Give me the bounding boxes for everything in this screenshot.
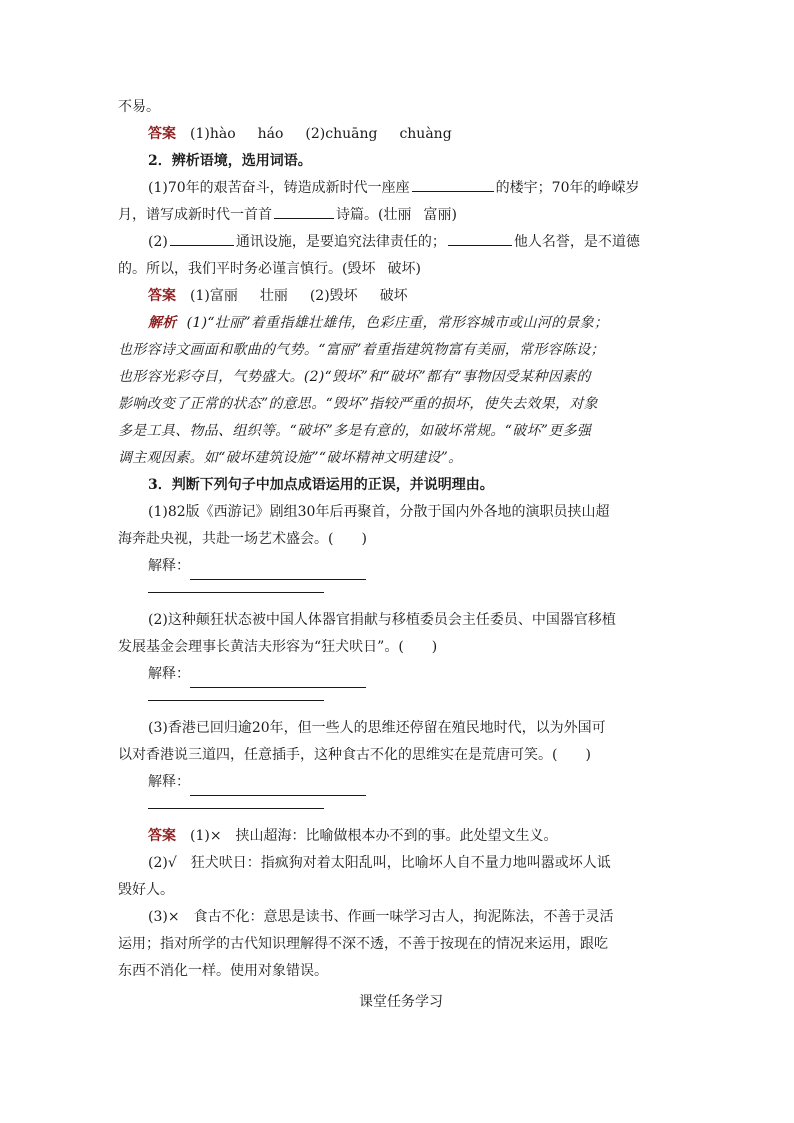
analysis-text: (1)“壮丽”着重指雄壮雄伟，色彩庄重，常形容城市或山河的景象；	[186, 315, 609, 331]
q2-sentence-1-cont	[118, 202, 684, 229]
text: 的楼宇；70年的峥嵘岁	[495, 180, 640, 196]
q2-answer	[118, 283, 684, 310]
q2-sentence-2	[118, 229, 684, 256]
explain-label: 解释：	[148, 666, 190, 682]
q3-answer-1	[118, 823, 684, 850]
q3-answer-3: (3)× 食古不化：意思是读书、作画一味学习古人，拘泥陈法，不善于灵活	[148, 909, 614, 925]
answer-part: (2)chuāng	[305, 126, 378, 142]
q3-item-3-cont: 以对香港说三道四，任意插手，这种食古不化的思维实在是荒唐可笑。( )	[118, 747, 591, 763]
q3-item-2-cont: 发展基金会理事长黄洁夫形容为“狂犬吠日”。( )	[118, 639, 438, 655]
q3-answer-2-cont: 毁好人。	[118, 882, 174, 898]
answer-part: 破坏	[379, 288, 408, 304]
explain-label: 解释：	[148, 558, 190, 574]
q2-sentence-2-cont	[118, 256, 684, 283]
text: 的。所以，我们平时务必谨言慎行。(毁坏	[118, 261, 376, 277]
analysis-line: 多是工具、物品、组织等。“破坏”多是有意的，如破坏常规。“破坏”更多强	[118, 423, 592, 439]
analysis-line: 影响改变了正常的状态”的意思。“毁坏”指较严重的损坏，使失去效果，对象	[118, 396, 598, 412]
analysis-label: 解析	[148, 315, 177, 331]
explain-input-line[interactable]	[148, 580, 324, 593]
answer-part: (2)毁坏	[309, 288, 358, 304]
text: 月，谱写成新时代一首首	[118, 207, 272, 223]
answer-part: (1)hào	[190, 126, 236, 142]
explain-input[interactable]	[190, 561, 366, 580]
explain-label: 解释：	[148, 774, 190, 790]
text: 通讯设施，是要追究法律责任的；	[235, 234, 446, 250]
q2-title: 2．辨析语境，选用词语。	[148, 153, 312, 169]
q3-item-1-cont: 海奔赴央视，共赴一场艺术盛会。( )	[118, 531, 367, 547]
fill-blank[interactable]	[448, 231, 512, 246]
text-line: 不易。	[118, 99, 160, 115]
q3-title: 3．判断下列句子中加点成语运用的正误，并说明理由。	[148, 477, 494, 493]
text: (1)70年的艰苦奋斗，铸造成新时代一座座	[148, 180, 410, 196]
content-body	[118, 94, 684, 1016]
explain-row	[118, 553, 684, 580]
text: 破坏)	[387, 261, 421, 277]
fill-blank[interactable]	[412, 177, 494, 192]
text: (2)	[148, 234, 168, 250]
q3-item-3: (3)香港已回归逾20年，但一些人的思维还停留在殖民地时代，以为外国可	[148, 720, 606, 736]
analysis-line: 也形容诗文画面和歌曲的气势。“富丽”着重指建筑物富有美丽，常形容陈设；	[118, 342, 605, 358]
fill-blank[interactable]	[170, 231, 234, 246]
q3-answer-3-cont: 东西不消化一样。使用对象错误。	[118, 963, 328, 979]
fill-blank[interactable]	[274, 204, 334, 219]
explain-row	[118, 769, 684, 796]
text: 他人名誉，是不道德	[513, 234, 640, 250]
section-title: 课堂任务学习	[359, 994, 443, 1010]
q2-sentence-1	[118, 175, 684, 202]
text: 富丽)	[423, 207, 457, 223]
q1-answer	[118, 121, 684, 148]
answer-label: 答案	[148, 288, 176, 304]
answer-label: 答案	[148, 828, 176, 844]
answer-part: 壮丽	[259, 288, 288, 304]
analysis-line: 也形容光彩夺目，气势盛大。(2)“毁坏”和“破坏”都有“事物因受某种因素的	[118, 369, 591, 385]
explain-input[interactable]	[190, 669, 366, 688]
explain-row	[118, 661, 684, 688]
analysis-line	[118, 310, 684, 337]
q3-answer-3-cont: 运用；指对所学的古代知识理解得不深不透，不善于按现在的情况来运用，跟吃	[118, 936, 608, 952]
answer-label: 答案	[148, 126, 176, 142]
explain-input-line[interactable]	[148, 796, 324, 809]
q3-item-1: (1)82版《西游记》剧组30年后再聚首，分散于国内外各地的演职员挟山超	[148, 504, 610, 520]
q3-answer-2: (2)√ 狂犬吠日：指疯狗对着太阳乱叫，比喻坏人自不量力地叫嚣或坏人诋	[148, 855, 611, 871]
explain-input-line[interactable]	[148, 688, 324, 701]
analysis-line: 调主观因素。如“破坏建筑设施”“破坏精神文明建设”。	[118, 450, 463, 466]
answer-text: (1)× 挟山超海：比喻做根本办不到的事。此处望文生义。	[190, 828, 558, 844]
q3-item-2: (2)这种颠狂状态被中国人体器官捐献与移植委员会主任委员、中国器官移植	[148, 612, 616, 628]
text: 诗篇。(壮丽	[336, 207, 412, 223]
answer-part: chuàng	[399, 126, 452, 142]
explain-input[interactable]	[190, 777, 366, 796]
answer-part: (1)富丽	[190, 288, 238, 304]
answer-part: háo	[257, 126, 284, 142]
